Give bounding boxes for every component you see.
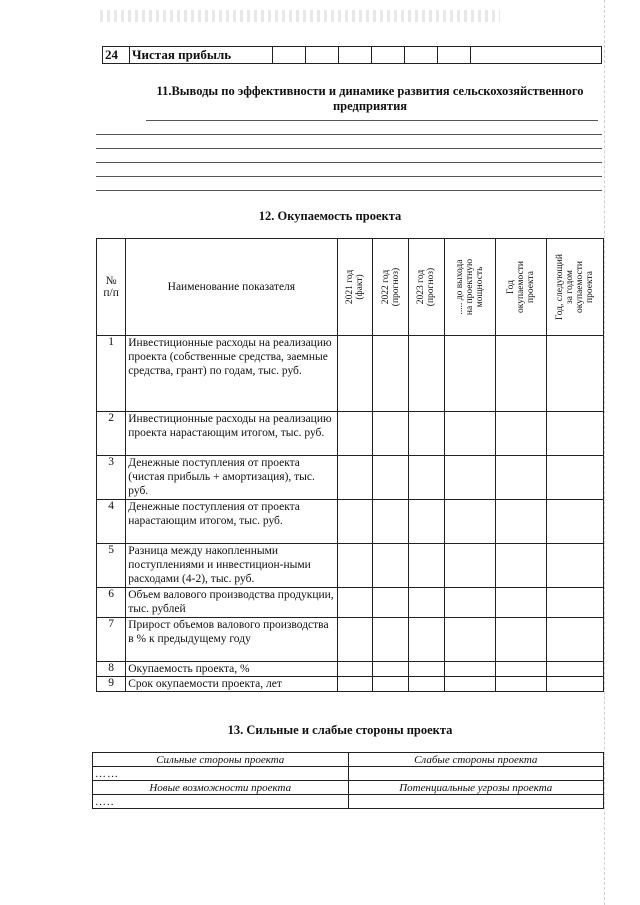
answer-line	[96, 148, 602, 149]
row-label: Срок окупаемости проекта, лет	[126, 677, 337, 692]
answer-line	[96, 190, 602, 191]
header-payback-year: Год окупаемости проекта	[495, 239, 546, 336]
table-row	[93, 781, 604, 795]
opportunities-cell: …..	[93, 795, 349, 809]
table-row	[103, 47, 602, 64]
row-number: 24	[103, 47, 130, 64]
weaknesses-cell	[348, 767, 604, 781]
table-row	[93, 795, 604, 809]
table-row	[97, 544, 604, 588]
scan-header-smudge	[100, 10, 500, 22]
strengths-header: Сильные стороны проекта	[93, 753, 349, 767]
header-year-2021: 2021 год (факт)	[337, 239, 373, 336]
row-label: Объем валового производства продукции, тыс. рублей	[126, 588, 337, 618]
section-12-title: 12. Окупаемость проекта	[258, 209, 402, 223]
table-row	[93, 753, 604, 767]
table-header-row	[97, 239, 604, 336]
row-number: 5	[97, 544, 126, 588]
row-label: Денежные поступления от проекта нарастающим итогом, тыс. руб.	[126, 500, 337, 544]
section-11-title: 11.Выводы по эффективности и динамике развития сельскохозяйственного предприятия	[156, 84, 584, 113]
payback-table	[96, 238, 604, 692]
row-label: Прирост объемов валового производства в % к предыдущему году	[126, 618, 337, 662]
row-label: Разница между накопленными поступлениями и инвестицион-ными расходами (4-2), тыс. руб.	[126, 544, 337, 588]
row-number: 9	[97, 677, 126, 692]
scan-edge-line	[604, 0, 605, 905]
header-year-2022: 2022 год (прогноз)	[373, 239, 409, 336]
row-label: Денежные поступления от проекта (чистая прибыль + амортизация), тыс. руб.	[126, 456, 337, 500]
table-row	[97, 456, 604, 500]
table-row	[97, 500, 604, 544]
header-year-2023: 2023 год (прогноз)	[409, 239, 445, 336]
row-number: 3	[97, 456, 126, 500]
strengths-cell: ……	[93, 767, 349, 781]
header-next-year: Год, следующий за годом окупаемости проекта	[546, 239, 603, 336]
header-until-capacity: ..... до выхода на проектную мощность	[444, 239, 495, 336]
row-number: 4	[97, 500, 126, 544]
row-label: Окупаемость проекта, %	[126, 662, 337, 677]
threats-cell	[348, 795, 604, 809]
table-row	[97, 618, 604, 662]
header-name: Наименование показателя	[126, 239, 337, 336]
row-label: Инвестиционные расходы на реализацию проекта (собственные средства, заемные средства, грант) по годам, тыс. руб.	[126, 336, 337, 412]
table-row	[97, 662, 604, 677]
table-row	[93, 767, 604, 781]
table-row	[97, 677, 604, 692]
row-number: 6	[97, 588, 126, 618]
answer-line	[96, 162, 602, 163]
answer-line	[146, 120, 598, 121]
threats-header: Потенциальные угрозы проекта	[348, 781, 604, 795]
row-number: 7	[97, 618, 126, 662]
weaknesses-header: Слабые стороны проекта	[348, 753, 604, 767]
swot-table	[92, 752, 604, 809]
section-13-title: 13. Сильные и слабые стороны проекта	[227, 723, 453, 737]
row-label: Инвестиционные расходы на реализацию проекта нарастающим итогом, тыс. руб.	[126, 412, 337, 456]
table-row	[97, 412, 604, 456]
header-num: № п/п	[97, 239, 126, 336]
row-number: 2	[97, 412, 126, 456]
answer-line	[96, 176, 602, 177]
answer-line	[96, 134, 602, 135]
table-row	[97, 588, 604, 618]
row-label: Чистая прибыль	[130, 47, 273, 64]
opportunities-header: Новые возможности проекта	[93, 781, 349, 795]
net-profit-row-table	[102, 46, 602, 64]
table-row	[97, 336, 604, 412]
row-number: 1	[97, 336, 126, 412]
row-number: 8	[97, 662, 126, 677]
